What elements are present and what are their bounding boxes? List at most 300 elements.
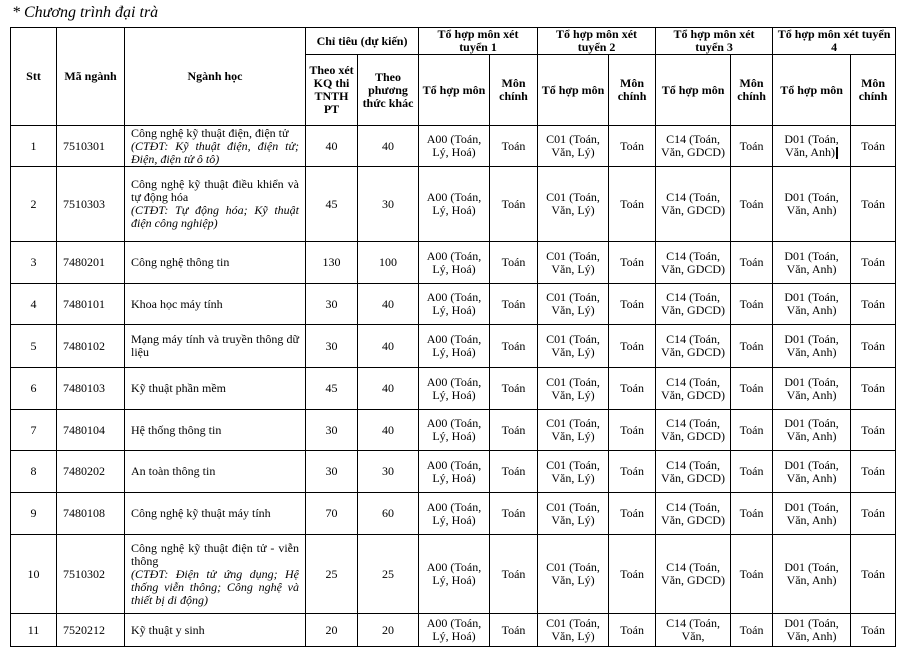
cell-mon-chinh-3 bbox=[731, 242, 773, 284]
cell-theo-pt bbox=[358, 242, 419, 284]
cell-mon-chinh-3 bbox=[731, 410, 773, 451]
cell-to-hop-1-text: A00 (Toán, Lý, Hoá) bbox=[426, 190, 482, 217]
header-to-hop-mon-2: Tổ hợp môn bbox=[538, 55, 609, 126]
table-row bbox=[11, 614, 896, 647]
cell-ma-nganh bbox=[57, 535, 125, 614]
program-note: (CTĐT: Điện tử ứng dụng; Hệ thống viễn thông; Công nghệ và thiết bị di động) bbox=[131, 566, 299, 607]
cell-nganh-hoc bbox=[125, 535, 306, 614]
cell-mon-chinh-1-text: Toán bbox=[501, 196, 526, 211]
cell-ma-nganh-text: 7480101 bbox=[63, 296, 105, 311]
major-name: Kỹ thuật phần mềm bbox=[131, 381, 226, 395]
cell-nganh-hoc bbox=[125, 493, 306, 535]
cell-stt bbox=[11, 242, 57, 284]
header-to-hop-2: Tổ hợp môn xét tuyển 2 bbox=[538, 28, 656, 55]
cell-mon-chinh-3 bbox=[731, 535, 773, 614]
cell-to-hop-3 bbox=[656, 368, 731, 410]
cell-to-hop-1-text: A00 (Toán, Lý, Hoá) bbox=[426, 332, 482, 359]
cell-stt-text: 7 bbox=[30, 422, 37, 437]
cell-theo-pt bbox=[358, 368, 419, 410]
cell-to-hop-2-text: C01 (Toán, Văn, Lý) bbox=[546, 499, 600, 527]
table-row bbox=[11, 325, 896, 368]
cell-stt bbox=[11, 410, 57, 451]
cell-stt bbox=[11, 451, 57, 493]
cell-theo-kq-text: 130 bbox=[322, 255, 341, 269]
major-name: Công nghệ kỹ thuật điện, điện tử bbox=[131, 125, 289, 140]
cell-nganh-hoc bbox=[125, 614, 306, 647]
cell-theo-pt bbox=[358, 325, 419, 368]
cell-ma-nganh bbox=[57, 614, 125, 647]
cell-mon-chinh-1 bbox=[490, 368, 538, 410]
cell-to-hop-3-text: C14 (Toán, Văn, GDCD) bbox=[661, 499, 726, 527]
cell-to-hop-1 bbox=[419, 242, 490, 284]
cell-nganh-hoc bbox=[125, 284, 306, 325]
cell-theo-pt-text: 40 bbox=[382, 422, 394, 437]
cell-mon-chinh-3 bbox=[731, 284, 773, 325]
cell-to-hop-2-text: C01 (Toán, Văn, Lý) bbox=[546, 457, 600, 485]
cell-to-hop-1-text: A00 (Toán, Lý, Hoá) bbox=[426, 416, 482, 443]
cell-theo-pt bbox=[358, 493, 419, 535]
cell-mon-chinh-1 bbox=[490, 284, 538, 325]
cell-to-hop-4-text: D01 (Toán, Văn, Anh) bbox=[784, 190, 839, 217]
cell-theo-pt bbox=[358, 410, 419, 451]
cell-ma-nganh bbox=[57, 325, 125, 368]
cell-theo-pt bbox=[358, 126, 419, 167]
cell-to-hop-2 bbox=[538, 410, 609, 451]
cell-ma-nganh-text: 7510303 bbox=[63, 196, 105, 211]
cell-to-hop-3 bbox=[656, 242, 731, 284]
major-name: Mạng máy tính và truyền thông dữ liệu bbox=[131, 332, 299, 359]
cell-to-hop-1-text: A00 (Toán, Lý, Hoá) bbox=[426, 248, 482, 276]
cell-to-hop-1 bbox=[419, 493, 490, 535]
cell-mon-chinh-4-text: Toán bbox=[861, 506, 885, 520]
cell-mon-chinh-1-text: Toán bbox=[501, 422, 526, 437]
cell-mon-chinh-3 bbox=[731, 325, 773, 368]
cell-mon-chinh-4 bbox=[851, 325, 896, 368]
cell-stt bbox=[11, 126, 57, 167]
cell-mon-chinh-3 bbox=[731, 368, 773, 410]
major-name: Công nghệ kỹ thuật điện tử - viễn thông bbox=[131, 540, 299, 568]
cell-mon-chinh-1-text: Toán bbox=[501, 622, 526, 637]
cell-mon-chinh-2 bbox=[609, 126, 656, 167]
cell-ma-nganh bbox=[57, 284, 125, 325]
cell-mon-chinh-1 bbox=[490, 242, 538, 284]
cell-mon-chinh-2-text: Toán bbox=[620, 464, 644, 478]
cell-to-hop-3-text: C14 (Toán, Văn, GDCD) bbox=[661, 457, 726, 485]
major-name: Khoa học máy tính bbox=[131, 296, 223, 311]
cell-theo-pt-text: 40 bbox=[382, 338, 394, 353]
header-theo-pt: Theo phương thức khác bbox=[358, 55, 419, 126]
cell-mon-chinh-2-text: Toán bbox=[620, 255, 644, 269]
header-chi-tieu: Chỉ tiêu (dự kiến) bbox=[306, 28, 419, 55]
cell-to-hop-2-text: C01 (Toán, Văn, Lý) bbox=[546, 290, 600, 317]
cell-to-hop-4-text: D01 (Toán, Văn, Anh) bbox=[784, 131, 839, 159]
cell-to-hop-4 bbox=[773, 535, 851, 614]
cell-to-hop-3-text: C14 (Toán, Văn, GDCD) bbox=[661, 190, 726, 217]
cell-theo-kq bbox=[306, 284, 358, 325]
cell-to-hop-3-text: C14 (Toán, Văn, GDCD) bbox=[661, 416, 726, 443]
cell-to-hop-2-text: C01 (Toán, Văn, Lý) bbox=[546, 190, 600, 217]
cell-to-hop-4-text: D01 (Toán, Văn, Anh) bbox=[784, 616, 839, 643]
cell-mon-chinh-3-text: Toán bbox=[739, 196, 764, 211]
cell-theo-kq bbox=[306, 368, 358, 410]
cell-to-hop-3-text: C14 (Toán, Văn, GDCD) bbox=[661, 332, 726, 359]
cell-to-hop-4-text: D01 (Toán, Văn, Anh) bbox=[784, 560, 839, 587]
cell-mon-chinh-4-text: Toán bbox=[861, 338, 885, 353]
cell-mon-chinh-4 bbox=[851, 614, 896, 647]
cell-mon-chinh-4-text: Toán bbox=[861, 622, 885, 637]
cell-theo-pt-text: 30 bbox=[382, 464, 394, 478]
cell-mon-chinh-1-text: Toán bbox=[501, 255, 526, 269]
cell-to-hop-3-text: C14 (Toán, Văn, GDCD) bbox=[661, 290, 726, 317]
cell-to-hop-2-text: C01 (Toán, Văn, Lý) bbox=[546, 616, 600, 643]
cell-to-hop-3-text: C14 (Toán, Văn, GDCD) bbox=[661, 560, 726, 587]
cell-to-hop-4 bbox=[773, 493, 851, 535]
cell-mon-chinh-2 bbox=[609, 325, 656, 368]
cell-to-hop-4 bbox=[773, 451, 851, 493]
cell-mon-chinh-2-text: Toán bbox=[620, 196, 644, 211]
cell-theo-kq bbox=[306, 493, 358, 535]
cell-mon-chinh-1-text: Toán bbox=[501, 338, 526, 353]
cell-theo-pt bbox=[358, 284, 419, 325]
table-row bbox=[11, 284, 896, 325]
cell-to-hop-3 bbox=[656, 535, 731, 614]
cell-mon-chinh-2-text: Toán bbox=[620, 338, 644, 353]
cell-mon-chinh-3 bbox=[731, 167, 773, 242]
cell-theo-kq-text: 45 bbox=[325, 381, 338, 395]
cell-to-hop-3 bbox=[656, 410, 731, 451]
cell-mon-chinh-3-text: Toán bbox=[739, 381, 764, 395]
cell-ma-nganh bbox=[57, 451, 125, 493]
cell-mon-chinh-2-text: Toán bbox=[620, 566, 644, 581]
cell-stt-text: 2 bbox=[30, 196, 37, 211]
cell-mon-chinh-4-text: Toán bbox=[861, 255, 885, 269]
cell-ma-nganh-text: 7510301 bbox=[63, 138, 105, 153]
cell-theo-kq bbox=[306, 126, 358, 167]
cell-mon-chinh-4 bbox=[851, 493, 896, 535]
cell-to-hop-1-text: A00 (Toán, Lý, Hoá) bbox=[426, 132, 482, 159]
table-caption: * Chương trình đại trà bbox=[12, 4, 159, 21]
cell-to-hop-1 bbox=[419, 535, 490, 614]
cell-mon-chinh-1-text: Toán bbox=[501, 506, 526, 520]
cell-stt bbox=[11, 368, 57, 410]
cell-to-hop-4 bbox=[773, 167, 851, 242]
header-to-hop-3: Tổ hợp môn xét tuyển 3 bbox=[656, 28, 773, 55]
cell-stt bbox=[11, 284, 57, 325]
header-mon-chinh-4: Môn chính bbox=[851, 55, 896, 126]
cell-to-hop-3 bbox=[656, 493, 731, 535]
cell-stt-text: 10 bbox=[27, 566, 40, 581]
cell-mon-chinh-2 bbox=[609, 493, 656, 535]
cell-to-hop-1 bbox=[419, 126, 490, 167]
cell-theo-kq-text: 30 bbox=[325, 422, 338, 437]
major-name: Công nghệ kỹ thuật điều khiển và tự động hóa bbox=[131, 177, 299, 204]
cell-mon-chinh-1-text: Toán bbox=[501, 464, 526, 478]
cell-mon-chinh-1 bbox=[490, 325, 538, 368]
cell-mon-chinh-2 bbox=[609, 535, 656, 614]
cell-to-hop-2-text: C01 (Toán, Văn, Lý) bbox=[546, 560, 600, 587]
cell-to-hop-2 bbox=[538, 167, 609, 242]
cell-to-hop-2 bbox=[538, 368, 609, 410]
cell-mon-chinh-2 bbox=[609, 242, 656, 284]
cell-to-hop-2 bbox=[538, 325, 609, 368]
cell-theo-pt-text: 40 bbox=[382, 381, 394, 395]
cell-mon-chinh-4-text: Toán bbox=[861, 138, 885, 153]
cell-to-hop-3 bbox=[656, 325, 731, 368]
cell-mon-chinh-4-text: Toán bbox=[861, 196, 885, 211]
cell-mon-chinh-4-text: Toán bbox=[861, 296, 885, 311]
cell-theo-pt bbox=[358, 167, 419, 242]
cell-to-hop-2 bbox=[538, 535, 609, 614]
table-row bbox=[11, 368, 896, 410]
cell-stt-text: 4 bbox=[30, 296, 37, 311]
header-to-hop-4: Tổ hợp môn xét tuyển 4 bbox=[773, 28, 896, 55]
cell-stt-text: 9 bbox=[30, 506, 37, 520]
cell-to-hop-3-text: C14 (Toán, Văn, bbox=[666, 616, 720, 643]
table-row bbox=[11, 493, 896, 535]
cell-mon-chinh-1-text: Toán bbox=[501, 296, 526, 311]
cell-mon-chinh-3 bbox=[731, 126, 773, 167]
cell-mon-chinh-3-text: Toán bbox=[739, 255, 764, 269]
cell-ma-nganh-text: 7480104 bbox=[63, 422, 105, 437]
cell-mon-chinh-1 bbox=[490, 167, 538, 242]
cell-ma-nganh bbox=[57, 242, 125, 284]
cell-to-hop-1 bbox=[419, 167, 490, 242]
header-to-hop-mon-1: Tổ hợp môn bbox=[419, 55, 490, 126]
cell-mon-chinh-3-text: Toán bbox=[739, 138, 764, 153]
header-to-hop-mon-3: Tổ hợp môn bbox=[656, 55, 731, 126]
cell-to-hop-3-text: C14 (Toán, Văn, GDCD) bbox=[661, 248, 726, 276]
cell-ma-nganh bbox=[57, 368, 125, 410]
cell-mon-chinh-4 bbox=[851, 451, 896, 493]
cell-mon-chinh-1 bbox=[490, 451, 538, 493]
cell-theo-pt bbox=[358, 535, 419, 614]
header-ma-nganh: Mã ngành bbox=[57, 28, 125, 126]
header-mon-chinh-2: Môn chính bbox=[609, 55, 656, 126]
cell-ma-nganh bbox=[57, 167, 125, 242]
cell-mon-chinh-4 bbox=[851, 535, 896, 614]
cell-mon-chinh-1 bbox=[490, 126, 538, 167]
cell-mon-chinh-2 bbox=[609, 451, 656, 493]
cell-stt-text: 8 bbox=[30, 464, 37, 478]
cell-to-hop-2-text: C01 (Toán, Văn, Lý) bbox=[546, 248, 600, 276]
cell-stt bbox=[11, 493, 57, 535]
cell-to-hop-1-text: A00 (Toán, Lý, Hoá) bbox=[426, 616, 482, 643]
cell-theo-pt bbox=[358, 614, 419, 647]
cell-mon-chinh-4 bbox=[851, 368, 896, 410]
cell-nganh-hoc bbox=[125, 410, 306, 451]
header-to-hop-1: Tổ hợp môn xét tuyển 1 bbox=[419, 28, 538, 55]
cell-to-hop-3 bbox=[656, 451, 731, 493]
cell-ma-nganh-text: 7480103 bbox=[63, 381, 105, 395]
cell-mon-chinh-3 bbox=[731, 614, 773, 647]
cell-stt-text: 1 bbox=[30, 138, 37, 153]
cell-mon-chinh-1 bbox=[490, 535, 538, 614]
cell-to-hop-1 bbox=[419, 368, 490, 410]
cell-mon-chinh-4 bbox=[851, 126, 896, 167]
cell-nganh-hoc bbox=[125, 126, 306, 167]
major-name: Công nghệ thông tin bbox=[131, 255, 230, 269]
cell-to-hop-4-text: D01 (Toán, Văn, Anh) bbox=[784, 248, 839, 276]
cell-to-hop-2 bbox=[538, 284, 609, 325]
cell-to-hop-1-text: A00 (Toán, Lý, Hoá) bbox=[426, 290, 482, 317]
cell-to-hop-4-text: D01 (Toán, Văn, Anh) bbox=[784, 332, 839, 359]
admissions-table bbox=[10, 27, 896, 647]
cell-to-hop-3 bbox=[656, 284, 731, 325]
cell-to-hop-4-text: D01 (Toán, Văn, Anh) bbox=[784, 290, 839, 317]
cell-ma-nganh-text: 7480202 bbox=[63, 464, 105, 478]
cell-theo-kq bbox=[306, 451, 358, 493]
cell-mon-chinh-3-text: Toán bbox=[739, 296, 764, 311]
cell-mon-chinh-3-text: Toán bbox=[739, 338, 764, 353]
cell-to-hop-2 bbox=[538, 493, 609, 535]
cell-ma-nganh bbox=[57, 493, 125, 535]
text-cursor-icon bbox=[836, 147, 838, 159]
cell-theo-kq bbox=[306, 535, 358, 614]
cell-theo-pt-text: 30 bbox=[382, 196, 394, 211]
header-mon-chinh-1: Môn chính bbox=[490, 55, 538, 126]
cell-mon-chinh-3 bbox=[731, 493, 773, 535]
cell-mon-chinh-1-text: Toán bbox=[501, 138, 526, 153]
cell-to-hop-2-text: C01 (Toán, Văn, Lý) bbox=[546, 416, 600, 443]
cell-mon-chinh-1 bbox=[490, 493, 538, 535]
cell-mon-chinh-2 bbox=[609, 614, 656, 647]
cell-theo-kq-text: 25 bbox=[325, 566, 338, 581]
cell-stt-text: 5 bbox=[30, 338, 37, 353]
major-name: An toàn thông tin bbox=[131, 464, 216, 478]
cell-ma-nganh-text: 7480201 bbox=[63, 255, 105, 269]
table-row bbox=[11, 535, 896, 614]
cell-to-hop-1-text: A00 (Toán, Lý, Hoá) bbox=[426, 560, 482, 587]
cell-mon-chinh-4-text: Toán bbox=[861, 566, 885, 581]
program-note: (CTĐT: Kỹ thuật điện, điện tử; Điện, điện tử ô tô) bbox=[131, 138, 299, 166]
cell-theo-kq-text: 30 bbox=[325, 296, 338, 311]
cell-to-hop-2 bbox=[538, 242, 609, 284]
cell-to-hop-1-text: A00 (Toán, Lý, Hoá) bbox=[426, 499, 482, 527]
cell-mon-chinh-3-text: Toán bbox=[739, 622, 764, 637]
cell-mon-chinh-1 bbox=[490, 410, 538, 451]
cell-to-hop-4 bbox=[773, 368, 851, 410]
cell-mon-chinh-4 bbox=[851, 242, 896, 284]
cell-to-hop-3-text: C14 (Toán, Văn, GDCD) bbox=[661, 374, 726, 402]
header-stt: Stt bbox=[11, 28, 57, 126]
table-row bbox=[11, 167, 896, 242]
cell-to-hop-1 bbox=[419, 451, 490, 493]
cell-to-hop-4 bbox=[773, 126, 851, 167]
cell-to-hop-3 bbox=[656, 167, 731, 242]
cell-to-hop-2 bbox=[538, 614, 609, 647]
cell-theo-kq bbox=[306, 410, 358, 451]
cell-to-hop-1-text: A00 (Toán, Lý, Hoá) bbox=[426, 374, 482, 402]
cell-theo-pt-text: 20 bbox=[382, 622, 394, 637]
cell-theo-pt-text: 100 bbox=[379, 255, 397, 269]
cell-ma-nganh bbox=[57, 410, 125, 451]
cell-to-hop-3 bbox=[656, 126, 731, 167]
cell-to-hop-1 bbox=[419, 614, 490, 647]
cell-mon-chinh-2-text: Toán bbox=[620, 422, 644, 437]
cell-mon-chinh-3-text: Toán bbox=[739, 506, 764, 520]
cell-theo-kq bbox=[306, 325, 358, 368]
header-mon-chinh-3: Môn chính bbox=[731, 55, 773, 126]
header-nganh-hoc: Ngành học bbox=[125, 28, 306, 126]
cell-to-hop-4-text: D01 (Toán, Văn, Anh) bbox=[784, 499, 839, 527]
cell-mon-chinh-3-text: Toán bbox=[739, 566, 764, 581]
cell-ma-nganh bbox=[57, 126, 125, 167]
cell-mon-chinh-4-text: Toán bbox=[861, 422, 885, 437]
cell-nganh-hoc bbox=[125, 167, 306, 242]
cell-theo-pt-text: 60 bbox=[382, 506, 394, 520]
cell-nganh-hoc bbox=[125, 325, 306, 368]
cell-to-hop-1 bbox=[419, 284, 490, 325]
cell-stt-text: 6 bbox=[30, 381, 37, 395]
major-name: Hệ thống thông tin bbox=[131, 422, 222, 437]
cell-mon-chinh-4 bbox=[851, 284, 896, 325]
cell-mon-chinh-3-text: Toán bbox=[739, 464, 764, 478]
cell-to-hop-1 bbox=[419, 325, 490, 368]
cell-to-hop-4-text: D01 (Toán, Văn, Anh) bbox=[784, 416, 839, 443]
cell-to-hop-4 bbox=[773, 410, 851, 451]
cell-mon-chinh-2 bbox=[609, 368, 656, 410]
cell-theo-kq bbox=[306, 614, 358, 647]
cell-mon-chinh-2 bbox=[609, 284, 656, 325]
cell-theo-kq bbox=[306, 167, 358, 242]
cell-mon-chinh-4-text: Toán bbox=[861, 381, 885, 395]
cell-theo-pt-text: 25 bbox=[382, 566, 394, 581]
cell-mon-chinh-4 bbox=[851, 410, 896, 451]
major-name: Kỹ thuật y sinh bbox=[131, 622, 205, 637]
cell-mon-chinh-2-text: Toán bbox=[620, 296, 644, 311]
cell-ma-nganh-text: 7520212 bbox=[63, 622, 105, 637]
cell-to-hop-2 bbox=[538, 126, 609, 167]
cell-theo-kq-text: 30 bbox=[325, 338, 338, 353]
cell-theo-kq-text: 45 bbox=[325, 196, 338, 211]
cell-to-hop-4 bbox=[773, 242, 851, 284]
cell-ma-nganh-text: 7510302 bbox=[63, 566, 105, 581]
cell-mon-chinh-2-text: Toán bbox=[620, 138, 644, 153]
cell-to-hop-1 bbox=[419, 410, 490, 451]
cell-mon-chinh-1-text: Toán bbox=[501, 381, 526, 395]
cell-mon-chinh-3-text: Toán bbox=[739, 422, 764, 437]
cell-theo-pt-text: 40 bbox=[382, 138, 394, 153]
cell-to-hop-1-text: A00 (Toán, Lý, Hoá) bbox=[426, 457, 482, 485]
header-to-hop-mon-4: Tổ hợp môn bbox=[773, 55, 851, 126]
cell-mon-chinh-1 bbox=[490, 614, 538, 647]
cell-to-hop-4 bbox=[773, 325, 851, 368]
table-row bbox=[11, 242, 896, 284]
cell-to-hop-4 bbox=[773, 284, 851, 325]
cell-to-hop-2-text: C01 (Toán, Văn, Lý) bbox=[546, 332, 600, 359]
table-row bbox=[11, 451, 896, 493]
cell-stt bbox=[11, 535, 57, 614]
cell-ma-nganh-text: 7480108 bbox=[63, 506, 105, 520]
cell-to-hop-4-text: D01 (Toán, Văn, Anh) bbox=[784, 374, 839, 402]
cell-mon-chinh-1-text: Toán bbox=[501, 566, 526, 581]
cell-mon-chinh-4-text: Toán bbox=[861, 464, 885, 478]
cell-to-hop-4-text: D01 (Toán, Văn, Anh) bbox=[784, 457, 839, 485]
cell-nganh-hoc bbox=[125, 451, 306, 493]
cell-nganh-hoc bbox=[125, 368, 306, 410]
cell-theo-pt-text: 40 bbox=[382, 296, 394, 311]
cell-mon-chinh-2-text: Toán bbox=[620, 622, 644, 637]
cell-to-hop-2 bbox=[538, 451, 609, 493]
cell-theo-kq-text: 30 bbox=[325, 464, 338, 478]
table-row bbox=[11, 126, 896, 167]
cell-theo-pt bbox=[358, 451, 419, 493]
header-theo-kq: Theo xét KQ thi TNTH PT bbox=[306, 55, 358, 126]
cell-mon-chinh-2-text: Toán bbox=[620, 506, 644, 520]
cell-to-hop-3 bbox=[656, 614, 731, 647]
cell-to-hop-2-text: C01 (Toán, Văn, Lý) bbox=[546, 132, 600, 159]
cell-to-hop-3-text: C14 (Toán, Văn, GDCD) bbox=[661, 132, 726, 159]
